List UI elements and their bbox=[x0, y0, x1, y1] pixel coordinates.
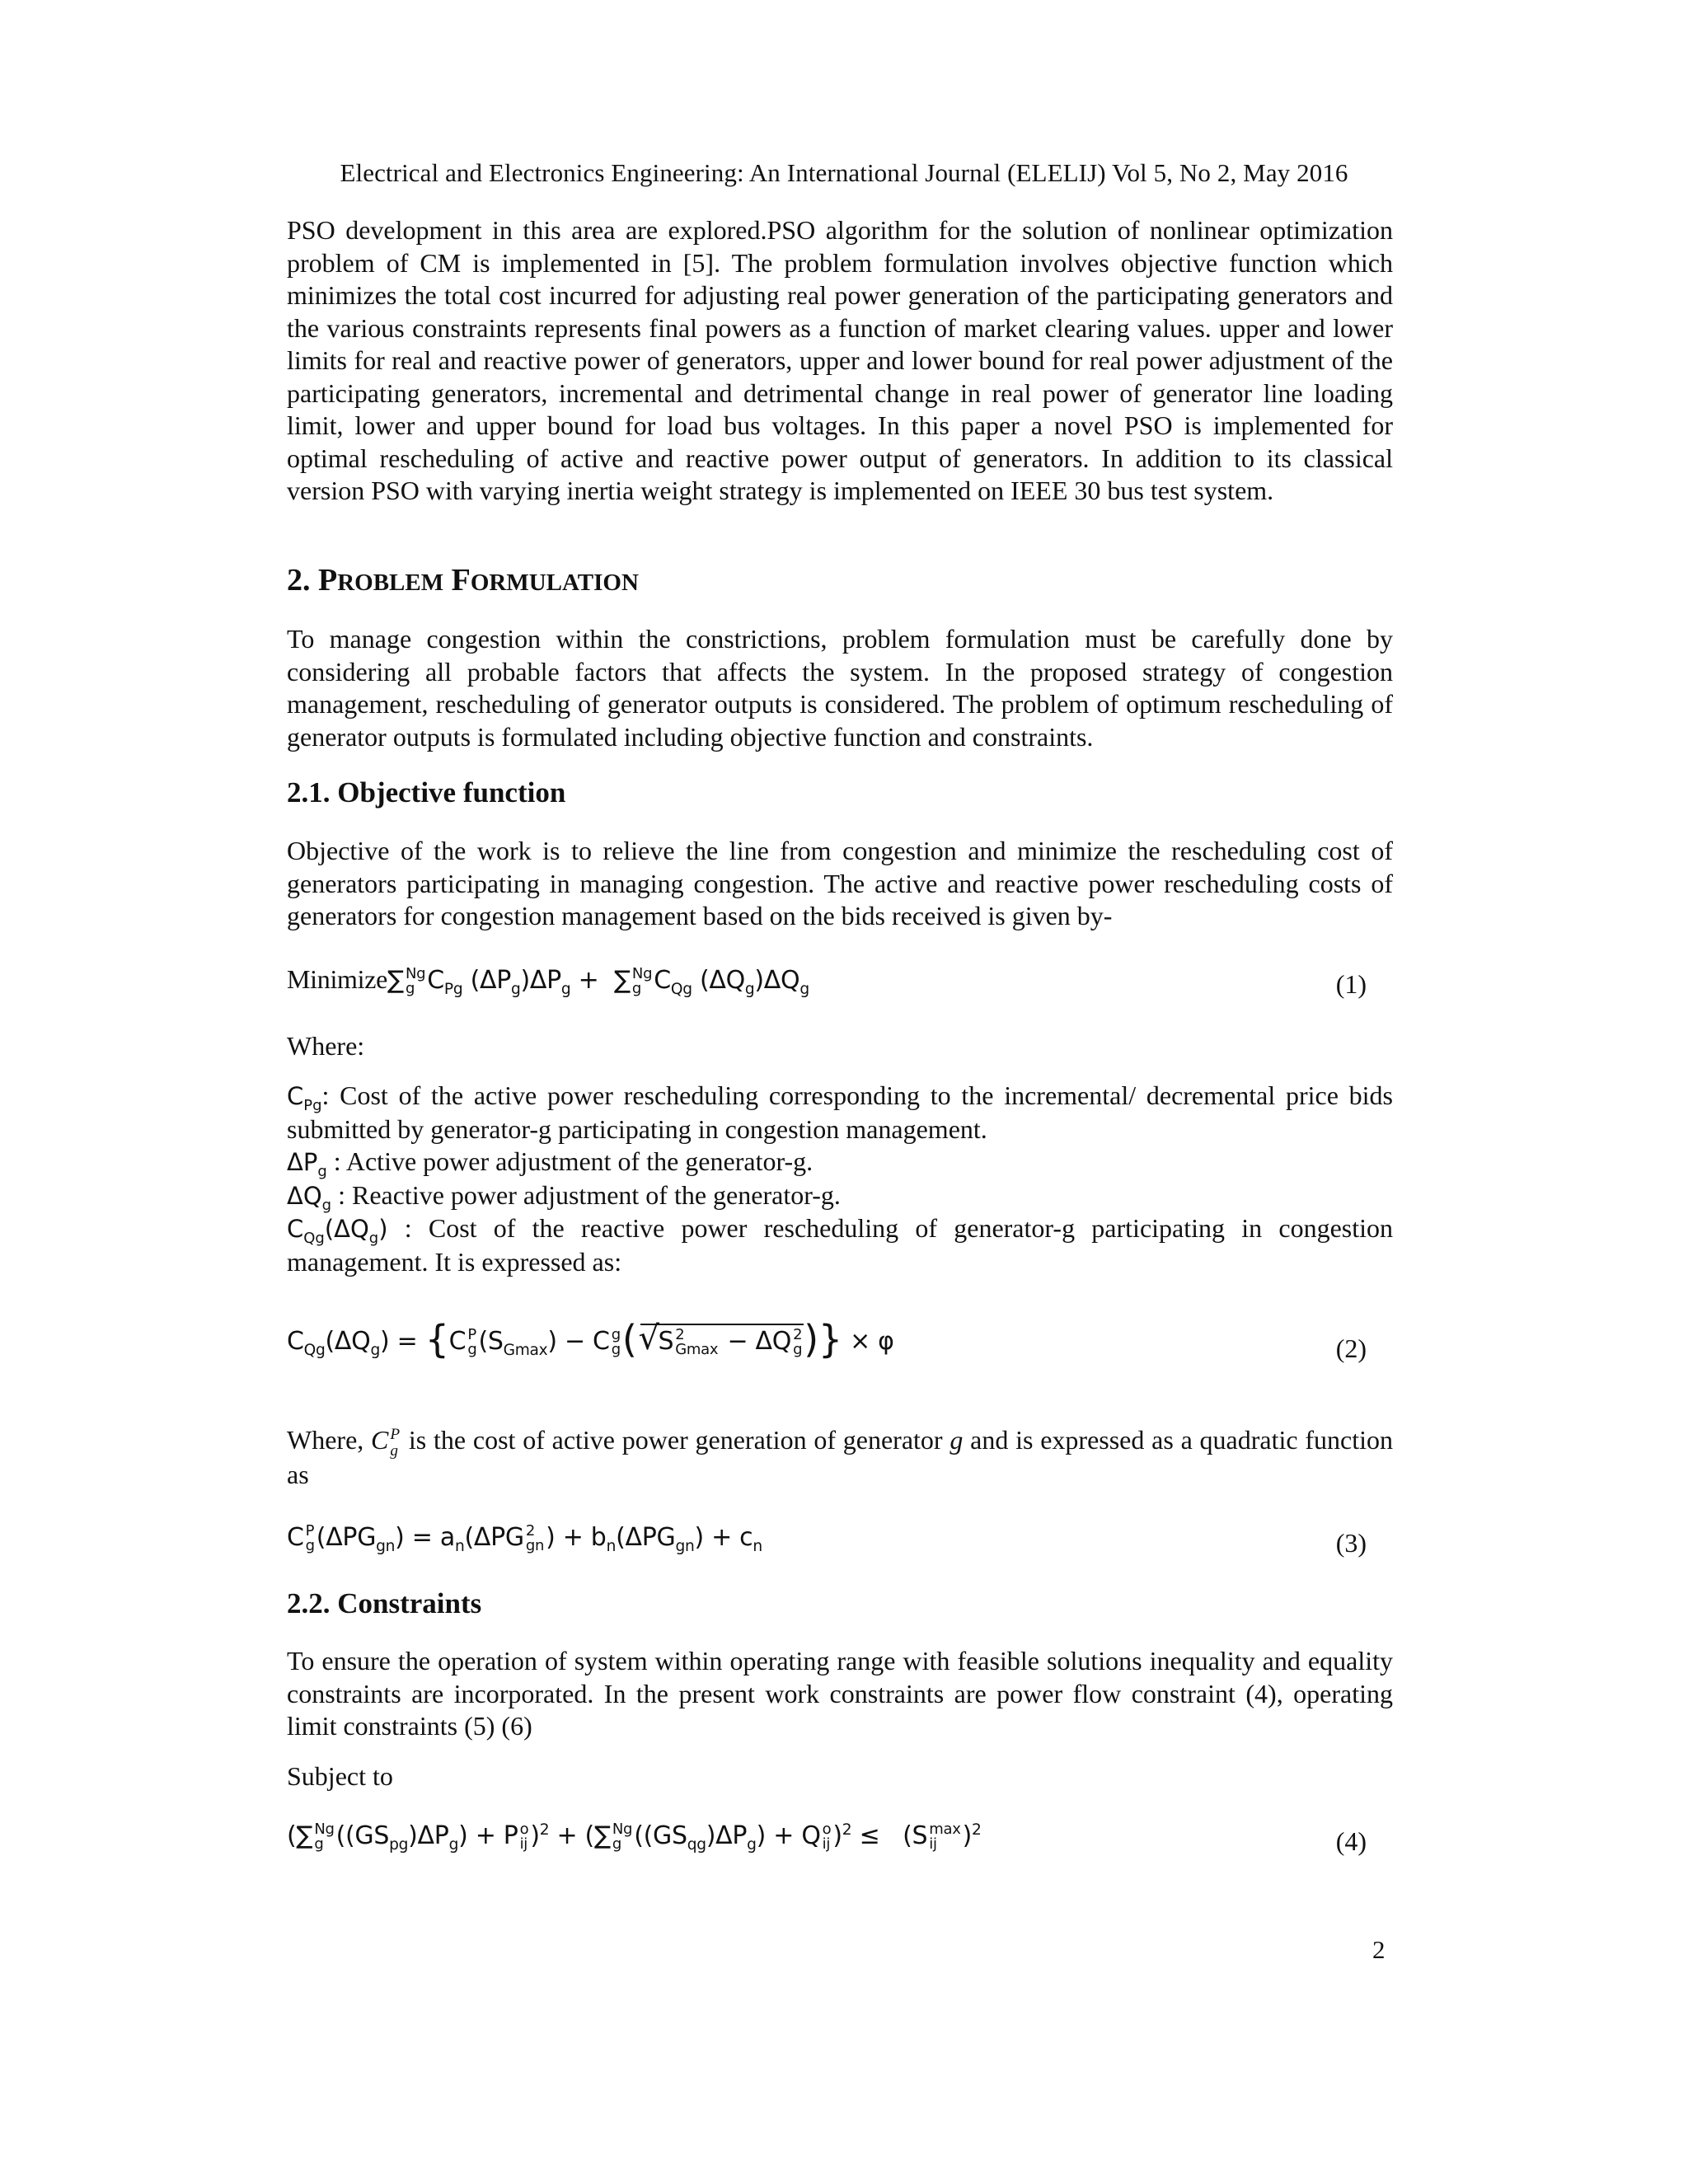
equation-3-expression: C P g $(\Delta PG_{gn}) = a_n(\Delta PG$ 2 gn ) + $b_n(\Delta PG_{gn}) + c_n$ bbox=[287, 1521, 762, 1555]
equation-4-expression: (∑ Ng g $((GS_{pg})\Delta P_g) + P$ o ij )$^2$ + (∑ Ng g $((GS_{qg})\Delta P_g) + Q$ o ij )$^2$ ≤ (S max ij )$^2$ bbox=[287, 1820, 982, 1854]
equation-3-number: (3) bbox=[1335, 1528, 1367, 1558]
objective-paragraph: Objective of the work is to relieve the line from congestion and minimize the rescheduling cost of generators participating in managing congestion. The active and reactive power rescheduling costs of generators for congestion management based on the bids received is given by- bbox=[287, 836, 1393, 930]
subsection-heading-constraints: 2.2. Constraints bbox=[287, 1587, 482, 1619]
running-header: Electrical and Electronics Engineering: An International Journal (ELELIJ) Vol 5, No 2, May 2016 bbox=[340, 158, 1348, 187]
equation-1-expression: Minimize∑ Ng g $C_{Pg}$ $(\Delta P_g)\Delta P_g$ + ∑ Ng g $C_{Qg}$ $(\Delta Q_g)\Delta Q_g$ bbox=[287, 964, 809, 998]
intro-paragraph: PSO development in this area are explored.PSO algorithm for the solution of nonlinear optimization problem of CM is implemented in [5]. The problem formulation involves objective function which minimizes the total cost incurred for adjusting real power generation of the participating generators and the various constraints represents final powers as a function of market clearing values. upper and lower limits for real and reactive power of generators, upper and lower bound for real power adjustment of the participating generators, incremental and detrimental change in real power of generator line loading limit, lower and upper bound for load bus voltages. In this paper a novel PSO is implemented for optimal rescheduling of active and reactive power output of generators. In addition to its classical version PSO with varying inertia weight strategy is implemented on IEEE 30 bus test system. bbox=[287, 215, 1393, 505]
definition-delta-pg: $\Delta P_g$ : Active power adjustment of the generator-g. bbox=[287, 1146, 814, 1180]
page-number: 2 bbox=[1372, 1935, 1386, 1964]
subsection-heading-objective-function: 2.1. Objective function bbox=[287, 776, 566, 808]
section-heading-problem-formulation: 2. PROBLEM FORMULATION bbox=[287, 563, 639, 598]
variable-definitions bbox=[287, 1080, 1393, 1278]
equation-2 bbox=[287, 1310, 1367, 1376]
where-label: Where: bbox=[287, 1031, 365, 1061]
equation-4-number: (4) bbox=[1335, 1826, 1367, 1856]
equation-2-expression: $C_{Qg}(\Delta Q_g) = \{C$ P g $(S_{Gmax}) - C$ g g (√ S 2 Gmax − ΔQ 2 g )} × φ bbox=[287, 1317, 894, 1361]
definition-delta-qg: $\Delta Q_g$ : Reactive power adjustment of the generator-g. bbox=[287, 1179, 841, 1214]
definition-cpg: $C_{Pg}$: Cost of the active power rescheduling corresponding to the incremental/ decremental price bids submitted by generator-g participating in congestion management. bbox=[287, 1080, 1393, 1144]
subject-to-label: Subject to bbox=[287, 1761, 393, 1791]
equation-3 bbox=[287, 1523, 1367, 1572]
equation-4 bbox=[287, 1821, 1367, 1871]
problem-formulation-paragraph: To manage congestion within the constrictions, problem formulation must be carefully done by considering all probable factors that affects the system. In the proposed strategy of congestion management, rescheduling of generator outputs is considered. The problem of optimum rescheduling of generator outputs is formulated including objective function and constraints. bbox=[287, 624, 1393, 752]
equation-2-number: (2) bbox=[1335, 1333, 1367, 1363]
equation-1 bbox=[287, 964, 1367, 1014]
definition-cqg: $C_{Qg}(\Delta Q_g)$ : Cost of the reactive power rescheduling of generator-g participating in congestion management. It is expressed as: bbox=[287, 1213, 1393, 1277]
cost-definition-paragraph: Where, C P g is the cost of active power generation of generator g and is expressed as a quadratic function as bbox=[287, 1425, 1394, 1489]
equation-1-number: (1) bbox=[1335, 969, 1367, 999]
constraints-paragraph: To ensure the operation of system within operating range with feasible solutions inequality and equality constraints are incorporated. In the present work constraints are power flow constraint (4), operating limit constraints (5) (6) bbox=[287, 1646, 1393, 1741]
